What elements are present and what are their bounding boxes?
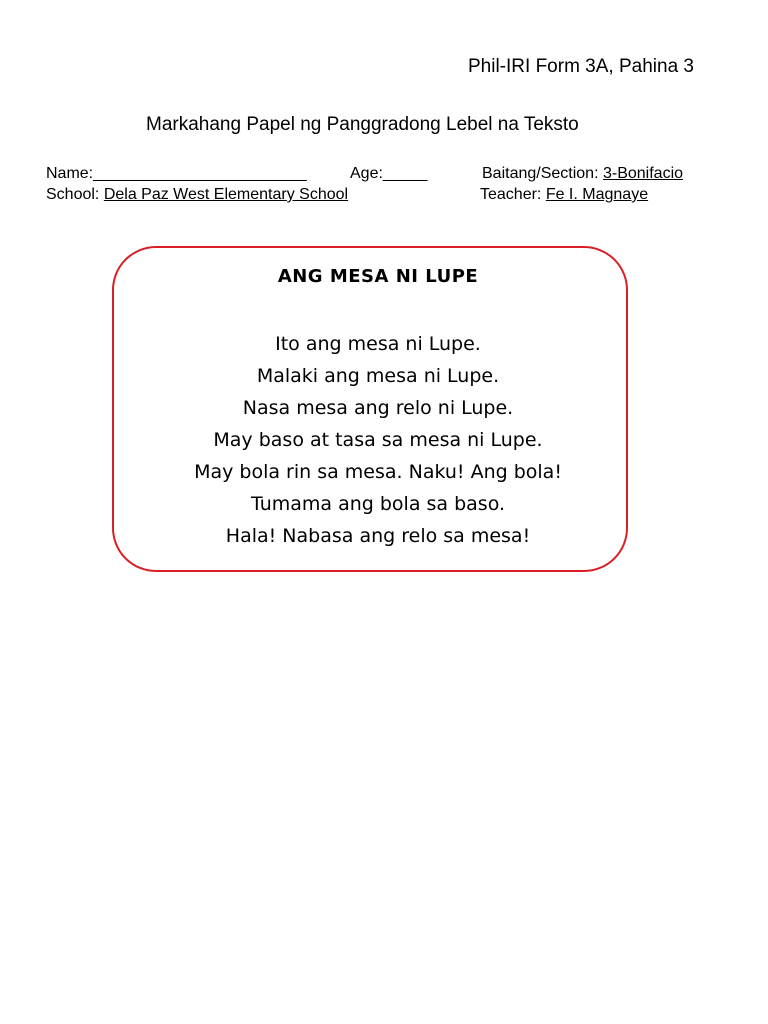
school-field xyxy=(46,186,348,204)
story-line: May bola rin sa mesa. Naku! Ang bola! xyxy=(194,461,562,483)
name-field xyxy=(46,165,307,183)
story-line: Hala! Nabasa ang relo sa mesa! xyxy=(225,525,531,547)
teacher-field xyxy=(480,186,648,204)
age-label: Age: xyxy=(350,165,383,182)
teacher-label: Teacher: xyxy=(480,186,546,203)
section-value: 3-Bonifacio xyxy=(602,165,684,182)
school-value: Dela Paz West Elementary School xyxy=(103,186,349,203)
name-label: Name: xyxy=(46,165,94,182)
story-line: Malaki ang mesa ni Lupe. xyxy=(256,365,500,387)
school-label: School: xyxy=(46,186,104,203)
age-field xyxy=(350,165,427,183)
story-line: Nasa mesa ang relo ni Lupe. xyxy=(242,397,514,419)
form-id: Phil-IRI Form 3A, Pahina 3 xyxy=(468,56,694,77)
form-title: Markahang Papel ng Panggradong Lebel na Teksto xyxy=(146,114,579,135)
section-field xyxy=(482,165,683,183)
story-line: Ito ang mesa ni Lupe. xyxy=(275,333,481,355)
story-line: Tumama ang bola sa baso. xyxy=(250,493,506,515)
age-blank: _____ xyxy=(382,165,428,182)
teacher-value: Fe I. Magnaye xyxy=(545,186,649,203)
story-title: ANG MESA NI LUPE xyxy=(277,266,479,287)
name-blank: ________________________ xyxy=(93,165,307,182)
story-lines xyxy=(0,328,756,552)
story-line: May baso at tasa sa mesa ni Lupe. xyxy=(213,429,543,451)
section-label: Baitang/Section: xyxy=(482,165,603,182)
